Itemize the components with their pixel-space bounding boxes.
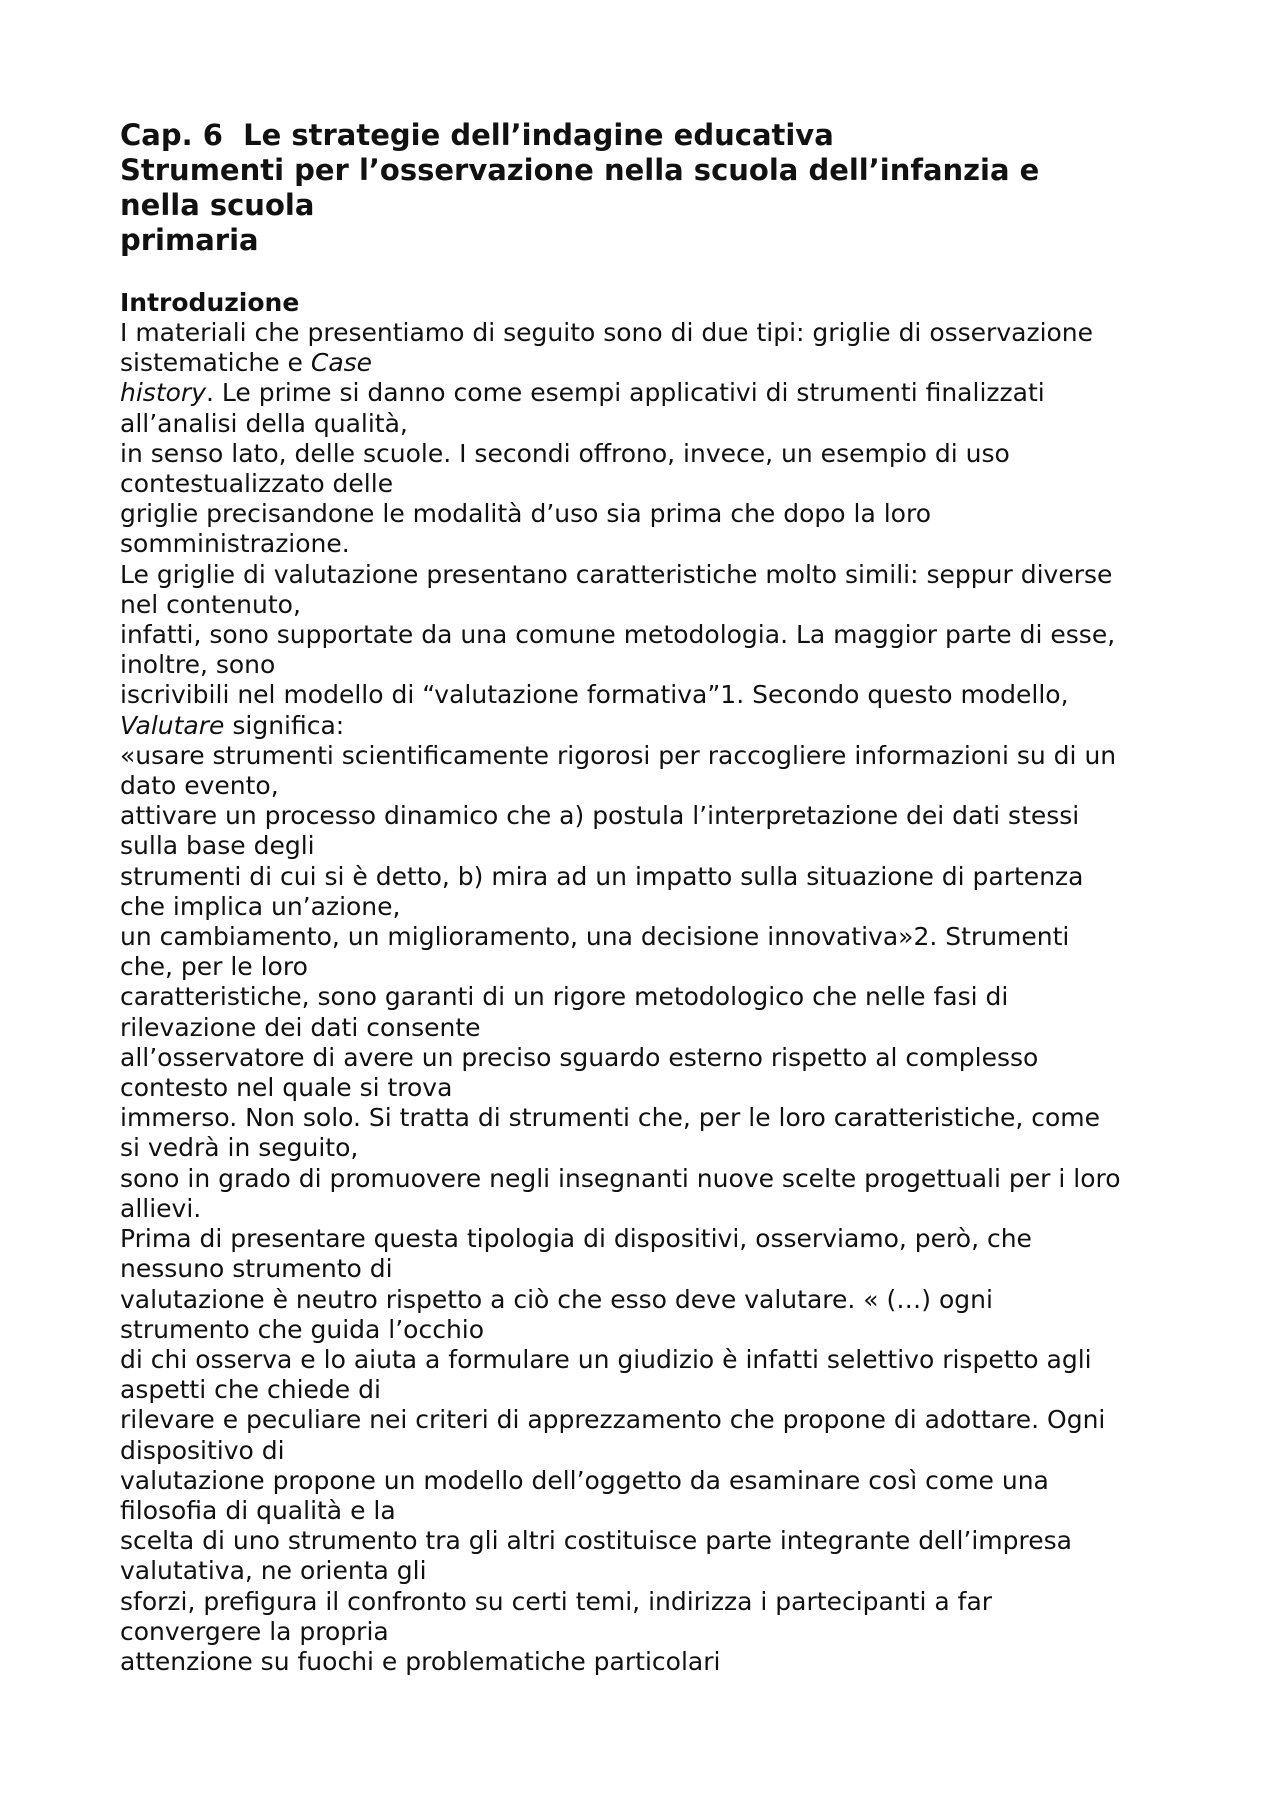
- text-line: [120, 1556, 1180, 1586]
- text-line: [120, 590, 1180, 620]
- title-line: primaria: [120, 223, 259, 257]
- text-line: [120, 1617, 1180, 1647]
- text-segment: Le griglie di valutazione presentano caratteristiche molto simili: seppur diverse: [120, 559, 1113, 589]
- text-segment: in senso lato, delle scuole. I secondi offrono, invece, un esempio di uso: [120, 438, 1010, 468]
- text-segment: contesto nel quale si trova: [120, 1073, 453, 1103]
- text-segment: attenzione su fuochi e problematiche particolari: [120, 1646, 721, 1676]
- text-line: [120, 1466, 1180, 1496]
- text-segment: allievi.: [120, 1193, 202, 1223]
- italic-text: Valutare: [120, 710, 225, 740]
- text-line: [120, 1224, 1180, 1254]
- text-segment: sforzi, prefigura il confronto su certi temi, indirizza i partecipanti a far: [120, 1586, 993, 1616]
- text-segment: all’osservatore di avere un preciso sguardo esterno rispetto al complesso: [120, 1042, 1039, 1072]
- text-line: [120, 771, 1180, 801]
- title-line: Cap. 6 Le strategie dell’indagine educativa: [120, 118, 834, 152]
- text-line: [120, 1375, 1180, 1405]
- text-line: [120, 680, 1180, 710]
- text-segment: rilevazione dei dati consente: [120, 1012, 481, 1042]
- text-segment: strumenti di cui si è detto, b) mira ad un impatto sulla situazione di partenza: [120, 861, 1084, 891]
- text-segment: sulla base degli: [120, 831, 315, 861]
- text-segment: significa:: [224, 710, 345, 740]
- text-line: [120, 1043, 1180, 1073]
- text-segment: inoltre, sono: [120, 650, 276, 680]
- document-page: [120, 118, 1180, 1677]
- text-segment: caratteristiche, sono garanti di un rigore metodologico che nelle fasi di: [120, 982, 1009, 1012]
- text-line: [120, 982, 1180, 1012]
- text-segment: convergere la propria: [120, 1616, 389, 1646]
- text-line: [120, 1133, 1180, 1163]
- text-line: [120, 831, 1180, 861]
- text-line: [120, 1013, 1180, 1043]
- text-segment: valutazione è neutro rispetto a ciò che esso deve valutare. « (…) ogni: [120, 1284, 993, 1314]
- title-line: Strumenti per l’osservazione nella scuola dell’infanzia e: [120, 153, 1040, 187]
- text-line: [120, 1345, 1180, 1375]
- text-line: [120, 620, 1180, 650]
- text-line: [120, 1254, 1180, 1284]
- chapter-title: [120, 118, 1180, 258]
- text-segment: griglie precisandone le modalità d’uso sia prima che dopo la loro: [120, 499, 931, 529]
- text-line: [120, 499, 1180, 529]
- text-segment: di chi osserva e lo aiuta a formulare un giudizio è infatti selettivo rispetto agli: [120, 1344, 1092, 1374]
- text-line: [120, 318, 1180, 348]
- text-segment: rilevare e peculiare nei criteri di apprezzamento che propone di adottare. Ogni: [120, 1405, 1106, 1435]
- text-line: [120, 862, 1180, 892]
- title-line: nella scuola: [120, 188, 315, 222]
- text-segment: aspetti che chiede di: [120, 1375, 381, 1405]
- italic-text: history: [120, 378, 206, 408]
- text-segment: contestualizzato delle: [120, 469, 394, 499]
- text-segment: nessuno strumento di: [120, 1254, 393, 1284]
- text-segment: nel contenuto,: [120, 589, 301, 619]
- text-line: [120, 1315, 1180, 1345]
- text-line: [120, 711, 1180, 741]
- text-segment: dispositivo di: [120, 1435, 285, 1465]
- text-segment: iscrivibili nel modello di “valutazione formativa”1. Secondo questo modello,: [120, 680, 1069, 710]
- text-segment: attivare un processo dinamico che a) postula l’interpretazione dei dati stessi: [120, 801, 1080, 831]
- section-heading: Introduzione: [120, 288, 300, 317]
- text-segment: valutativa, ne orienta gli: [120, 1556, 427, 1586]
- text-segment: sono in grado di promuovere negli insegnanti nuove scelte progettuali per i loro: [120, 1163, 1121, 1193]
- text-line: [120, 1436, 1180, 1466]
- text-line: [120, 1285, 1180, 1315]
- text-line: [120, 922, 1180, 952]
- text-line: [120, 1405, 1180, 1435]
- text-line: [120, 529, 1180, 559]
- text-segment: filosofia di qualità e la: [120, 1495, 396, 1525]
- text-line: [120, 1526, 1180, 1556]
- body-text: [120, 318, 1180, 1677]
- text-line: [120, 801, 1180, 831]
- text-segment: all’analisi della qualità,: [120, 408, 408, 438]
- text-segment: si vedrà in seguito,: [120, 1133, 359, 1163]
- text-line: [120, 741, 1180, 771]
- text-line: [120, 1194, 1180, 1224]
- text-segment: infatti, sono supportate da una comune metodologia. La maggior parte di esse,: [120, 620, 1116, 650]
- text-line: [120, 952, 1180, 982]
- text-line: [120, 348, 1180, 378]
- text-line: [120, 1496, 1180, 1526]
- text-line: [120, 1647, 1180, 1677]
- text-line: [120, 378, 1180, 408]
- text-segment: somministrazione.: [120, 529, 350, 559]
- text-line: [120, 650, 1180, 680]
- text-segment: valutazione propone un modello dell’oggetto da esaminare così come una: [120, 1465, 1049, 1495]
- text-line: [120, 1103, 1180, 1133]
- text-line: [120, 1164, 1180, 1194]
- text-segment: dato evento,: [120, 771, 279, 801]
- text-line: [120, 1587, 1180, 1617]
- text-segment: immerso. Non solo. Si tratta di strumenti che, per le loro caratteristiche, come: [120, 1103, 1101, 1133]
- text-segment: Prima di presentare questa tipologia di dispositivi, osserviamo, però, che: [120, 1224, 1032, 1254]
- italic-text: Case: [310, 348, 373, 378]
- text-segment: scelta di uno strumento tra gli altri costituisce parte integrante dell’impresa: [120, 1526, 1072, 1556]
- text-segment: che, per le loro: [120, 952, 308, 982]
- text-line: [120, 560, 1180, 590]
- text-segment: I materiali che presentiamo di seguito sono di due tipi: griglie di osservazione: [120, 318, 1094, 347]
- text-line: [120, 1073, 1180, 1103]
- text-segment: sistematiche e: [120, 348, 311, 378]
- text-segment: . Le prime si danno come esempi applicativi di strumenti finalizzati: [206, 378, 1045, 408]
- text-segment: «usare strumenti scientificamente rigorosi per raccogliere informazioni su di un: [120, 740, 1117, 770]
- text-segment: che implica un’azione,: [120, 891, 401, 921]
- text-segment: un cambiamento, un miglioramento, una decisione innovativa»2. Strumenti: [120, 922, 1070, 952]
- text-line: [120, 469, 1180, 499]
- text-line: [120, 892, 1180, 922]
- text-segment: strumento che guida l’occhio: [120, 1314, 485, 1344]
- text-line: [120, 409, 1180, 439]
- text-line: [120, 439, 1180, 469]
